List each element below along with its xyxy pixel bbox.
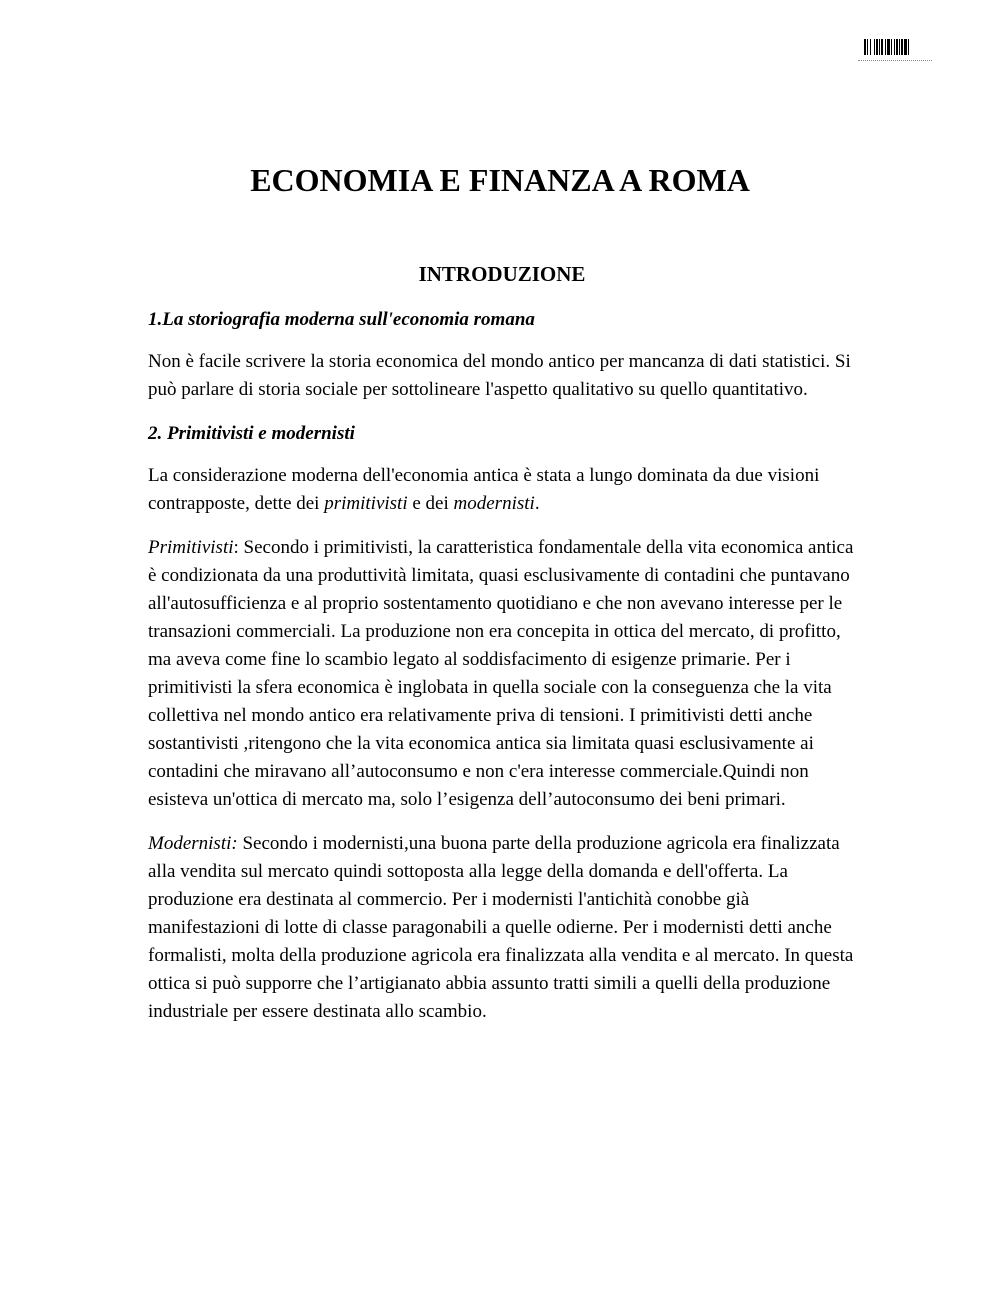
modernisti-paragraph xyxy=(148,830,856,1026)
section-2-heading: 2. Primitivisti e modernisti xyxy=(148,423,355,444)
barcode-caption xyxy=(858,60,932,63)
section-1-paragraph: Non è facile scrivere la storia economica del mondo antico per mancanza di dati statistici. Si può parlare di storia sociale per sottolineare l'aspetto qualitativo su quello quantitativo. xyxy=(148,351,851,400)
intro-text-part-2: e dei xyxy=(407,493,454,514)
term-modernisti: modernisti xyxy=(453,493,535,514)
primitivisti-paragraph xyxy=(148,534,856,814)
intro-text-part-1: La considerazione moderna dell'economia antica è stata a lungo dominata da due visioni contrapposte, dette dei xyxy=(148,465,820,514)
section-2-intro-paragraph xyxy=(148,462,856,518)
intro-text-part-3: . xyxy=(534,493,540,514)
document-body xyxy=(148,260,856,1042)
modernisti-text: Secondo i modernisti,una buona parte della produzione agricola era finalizzata alla vendita sul mercato quindi sottoposta alla legge della domanda e dell'offerta. La produzione era destinata al commercio. Per i modernisti l'antichità conobbe già manifestazioni di lotte di classe paragonabili a quelle odierne. Per i modernisti detti anche formalisti, molta della produzione agricola era finalizzata alla vendita e al mercato. In questa ottica si può supporre che l’artigianato abbia assunto tratti simili a quelli della produzione industriale per essere destinata allo scambio. xyxy=(148,833,854,1022)
primitivisti-label: Primitivisti xyxy=(148,537,234,558)
primitivisti-text: : Secondo i primitivisti, la caratteristica fondamentale della vita economica antica è condizionata da una produttività limitata, quasi esclusivamente di contadini che puntavano all'autosufficienza e al proprio sostentamento quotidiano e che non avevano interesse per le transazioni commerciali. La produzione non era concepita in ottica del mercato, di profitto, ma aveva come fine lo scambio legato al soddisfacimento di esigenze primarie. Per i primitivisti la sfera economica è inglobata in quella sociale con la conseguenza che la vita collettiva nel mondo antico era relativamente priva di tensioni. I primitivisti detti anche sostantivisti ,ritengono che la vita economica antica sia limitata quasi esclusivamente ai contadini che miravano all’autoconsumo e non c'era interesse commerciale.Quindi non esisteva un'ottica di mercato ma, solo l’esigenza dell’autoconsumo dei beni primari. xyxy=(148,537,854,810)
introduction-heading: INTRODUZIONE xyxy=(418,262,586,286)
document-title: ECONOMIA E FINANZA A ROMA xyxy=(250,162,750,198)
barcode-icon xyxy=(864,39,926,55)
section-1-heading: 1.La storiografia moderna sull'economia romana xyxy=(148,309,535,330)
term-primitivisti: primitivisti xyxy=(324,493,408,514)
modernisti-label: Modernisti: xyxy=(148,833,238,854)
